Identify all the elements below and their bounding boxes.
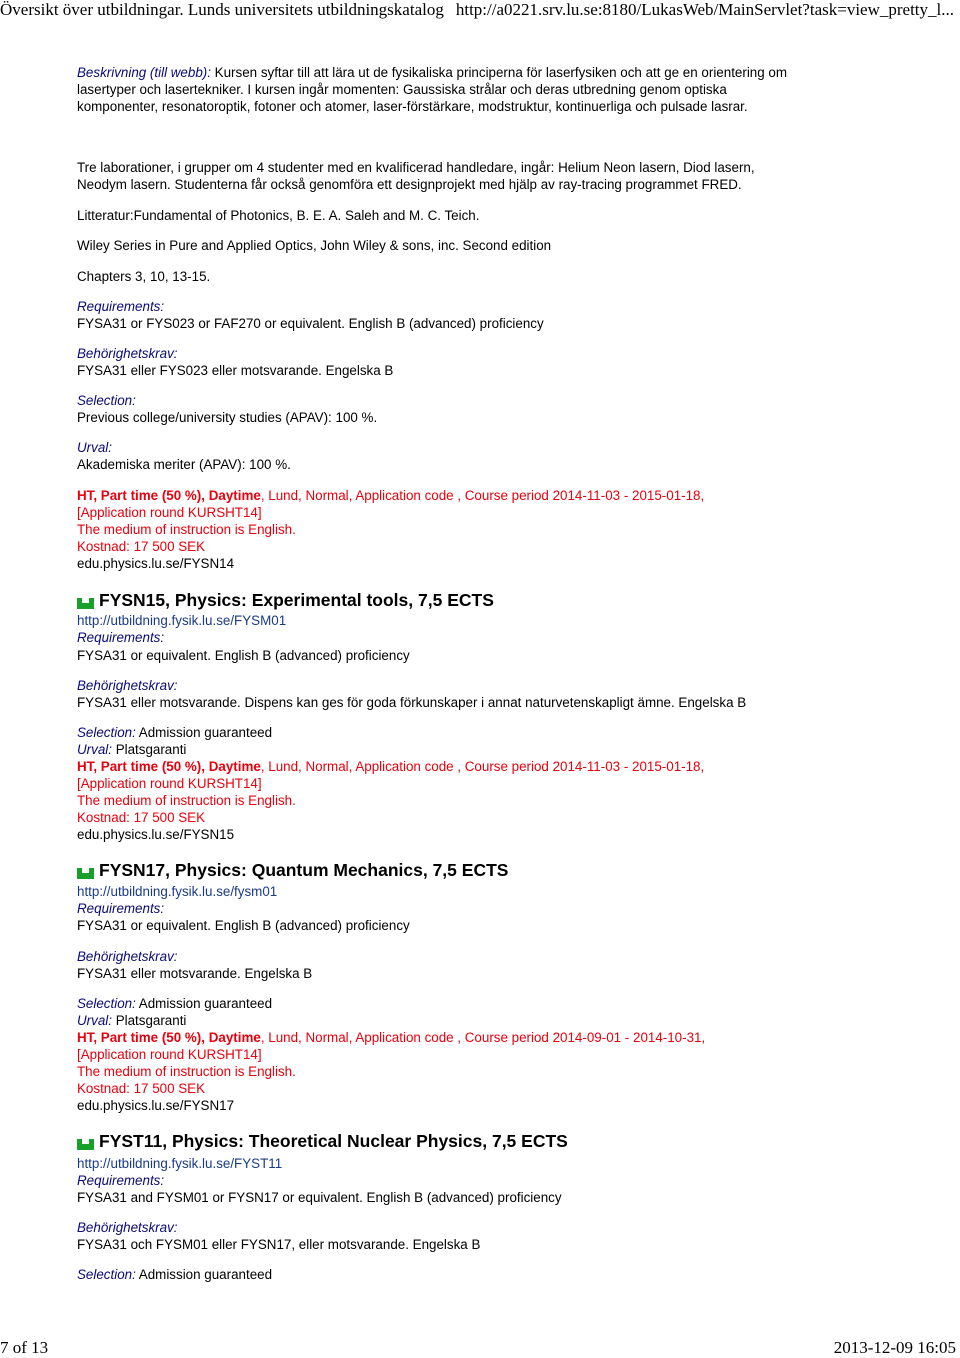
requirements-label: Requirements: xyxy=(77,901,165,916)
selection-label: Selection: xyxy=(77,1267,136,1282)
selection-text: Admission guaranteed xyxy=(135,725,273,740)
urval-text: Platsgaranti xyxy=(111,742,187,757)
occasion-url: edu.physics.lu.se/FYSN15 xyxy=(77,827,235,842)
requirements-text: FYSA31 or FYS023 or FAF270 or equivalent. English B (advanced) proficiency xyxy=(77,316,544,331)
urval-line xyxy=(77,741,186,758)
literature-line-1: Litteratur:Fundamental of Photonics, B. E. A. Saleh and M. C. Teich. xyxy=(77,208,480,223)
behorighet-label: Behörighetskrav: xyxy=(77,1220,178,1235)
requirements-text: FYSA31 or equivalent. English B (advanced) proficiency xyxy=(77,918,410,933)
behorighet-text: FYSA31 eller motsvarande. Dispens kan ges för goda förkunskaper i annat naturvetenskapligt ämne. Engelska B xyxy=(77,695,747,710)
occasion-cost: Kostnad: 17 500 SEK xyxy=(77,810,206,825)
occasion-term: HT, Part time (50 %), Daytime xyxy=(77,488,261,503)
occasion-line-1 xyxy=(77,487,704,504)
occasion-cost: Kostnad: 17 500 SEK xyxy=(77,539,206,554)
course-flag-icon xyxy=(77,1139,94,1150)
course-title: FYSN15, Physics: Experimental tools, 7,5 ECTS xyxy=(99,590,494,610)
course-title: FYST11, Physics: Theoretical Nuclear Physics, 7,5 ECTS xyxy=(99,1131,568,1151)
behorighet-text: FYSA31 eller motsvarande. Engelska B xyxy=(77,966,313,981)
urval-label: Urval: xyxy=(77,1013,112,1028)
behorighet-text: FYSA31 eller FYS023 eller motsvarande. Engelska B xyxy=(77,363,394,378)
literature-line-2: Wiley Series in Pure and Applied Optics, John Wiley & sons, inc. Second edition xyxy=(77,238,552,253)
occasion-language: The medium of instruction is English. xyxy=(77,522,296,537)
labs-text: Tre laborationer, i grupper om 4 studenter med en kvalificerad handledare, ingår: Helium Neon lasern, Diod lasern, Neodym lasern. Studenterna får också genomföra ett designprojekt med hjälp av ray-tracing programmet FRED. xyxy=(77,160,755,192)
behorighet-label: Behörighetskrav: xyxy=(77,949,178,964)
course-title: FYSN17, Physics: Quantum Mechanics, 7,5 ECTS xyxy=(99,860,509,880)
behorighet-label: Behörighetskrav: xyxy=(77,678,178,693)
selection-text: Admission guaranteed xyxy=(135,996,273,1011)
behorighet-text: FYSA31 och FYSM01 eller FYSN17, eller motsvarande. Engelska B xyxy=(77,1237,481,1252)
description-text: Kursen syftar till att lära ut de fysikaliska principerna för laserfysiken och att ge en orientering om lasertyper och lasertekniker. I kursen ingår momenten: Gaussiska strålar och deras utbredning genom optiska komponenter, resonatoroptik, fotoner och atomer, laser-förstärkare, modstruktur, kontinuerliga och pulsade lasrar. xyxy=(77,65,788,114)
selection-label: Selection: xyxy=(77,393,136,408)
occasion-term: HT, Part time (50 %), Daytime xyxy=(77,1030,261,1045)
description-label: Beskrivning (till webb): xyxy=(77,65,211,80)
occasion-url: edu.physics.lu.se/FYSN17 xyxy=(77,1098,235,1113)
occasion-cost: Kostnad: 17 500 SEK xyxy=(77,1081,206,1096)
occasion-details: , Lund, Normal, Application code , Course period 2014-11-03 - 2015-01-18, xyxy=(260,488,705,503)
selection-text: Admission guaranteed xyxy=(135,1267,273,1282)
selection-text: Previous college/university studies (APAV): 100 %. xyxy=(77,410,378,425)
behorighet-label: Behörighetskrav: xyxy=(77,346,178,361)
course-flag-icon xyxy=(77,598,94,609)
requirements-text: FYSA31 or equivalent. English B (advanced) proficiency xyxy=(77,648,410,663)
urval-line xyxy=(77,1012,186,1029)
urval-text: Akademiska meriter (APAV): 100 %. xyxy=(77,457,291,472)
urval-text: Platsgaranti xyxy=(111,1013,187,1028)
course-description xyxy=(77,64,789,115)
selection-line xyxy=(77,995,272,1012)
urval-label: Urval: xyxy=(77,742,112,757)
occasion-details: , Lund, Normal, Application code , Course period 2014-11-03 - 2015-01-18, xyxy=(260,759,705,774)
page-header-title: Översikt över utbildningar. Lunds universitets utbildningskatalog xyxy=(0,0,444,19)
urval-label: Urval: xyxy=(77,440,112,455)
requirements-label: Requirements: xyxy=(77,630,165,645)
occasion-application-round: [Application round KURSHT14] xyxy=(77,505,262,520)
occasion-details: , Lund, Normal, Application code , Course period 2014-09-01 - 2014-10-31, xyxy=(260,1030,706,1045)
occasion-language: The medium of instruction is English. xyxy=(77,1064,296,1079)
chapters-text: Chapters 3, 10, 13-15. xyxy=(77,269,211,284)
occasion-line-1 xyxy=(77,1029,705,1046)
occasion-url: edu.physics.lu.se/FYSN14 xyxy=(77,556,235,571)
occasion-application-round: [Application round KURSHT14] xyxy=(77,1047,262,1062)
page-number: 7 of 13 xyxy=(0,1338,49,1357)
page-header-url: http://a0221.srv.lu.se:8180/LukasWeb/MainServlet?task=view_pretty_l... xyxy=(455,0,954,19)
course-link[interactable]: http://utbildning.fysik.lu.se/fysm01 xyxy=(77,884,278,899)
course-flag-icon xyxy=(77,868,94,879)
course-link[interactable]: http://utbildning.fysik.lu.se/FYSM01 xyxy=(77,613,287,628)
course-link[interactable]: http://utbildning.fysik.lu.se/FYST11 xyxy=(77,1156,283,1171)
occasion-application-round: [Application round KURSHT14] xyxy=(77,776,262,791)
occasion-language: The medium of instruction is English. xyxy=(77,793,296,808)
print-datetime: 2013-12-09 16:05 xyxy=(833,1338,956,1357)
occasion-term: HT, Part time (50 %), Daytime xyxy=(77,759,261,774)
selection-line xyxy=(77,1266,272,1283)
selection-label: Selection: xyxy=(77,996,136,1011)
requirements-label: Requirements: xyxy=(77,299,165,314)
requirements-label: Requirements: xyxy=(77,1173,165,1188)
requirements-text: FYSA31 and FYSM01 or FYSN17 or equivalent. English B (advanced) proficiency xyxy=(77,1190,562,1205)
occasion-line-1 xyxy=(77,758,704,775)
selection-label: Selection: xyxy=(77,725,136,740)
selection-line xyxy=(77,724,272,741)
